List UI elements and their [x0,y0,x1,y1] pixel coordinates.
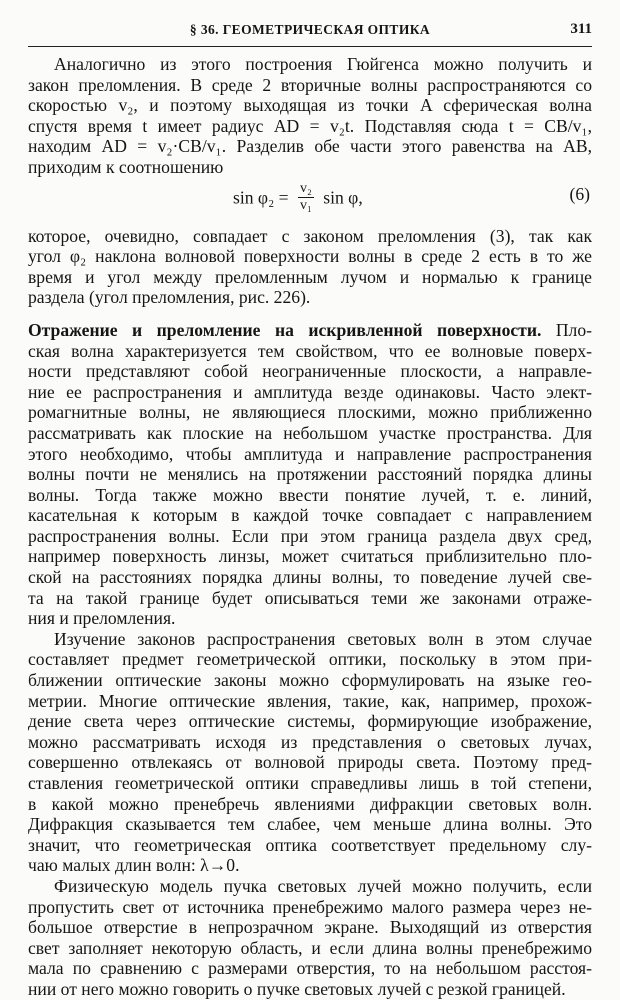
page-body [28,54,592,1000]
text-line: ской на расстояниях порядка длины волны, то поведение лучей све- [28,567,592,588]
text-line: совершенно отвлекаясь от волновой природы света. Поэтому пред- [28,752,592,773]
equation-number: (6) [569,183,590,204]
text-line: закон преломления. В среде 2 вторичные волны распространяются со [28,74,592,95]
formula-fraction [298,182,314,213]
text-line: метрии. Многие оптические явления, такие, как, например, прохож- [28,690,592,711]
running-header [28,20,592,47]
formula-lhs: sin φ₂ = [233,187,289,208]
text-line: волны почти не менялись на протяжении расстояний порядка длины [28,464,592,485]
fraction-numerator: v₂ [299,180,312,196]
text-line: свет заполняет некоторую область, и если длина волны пренебрежимо [28,937,592,958]
text-line: распространения волны. Если при этом граница раздела двух сред, [28,525,592,546]
text-line: этого необходимо, чтобы амплитуда и направление распространения [28,443,592,464]
formula-6 [28,178,592,226]
paragraph-2 [28,226,592,308]
text-line: нии от него можно говорить о пучке световых лучей с резкой границей. [28,978,566,999]
text-line: пропустить свет от источника пренебрежимо малого размера через не- [28,896,592,917]
text-line: ности представляют собой неограниченные плоскости, а направле- [28,361,592,382]
text-line: ния и преломления. [28,608,176,629]
text-line: в какой можно пренебречь явлениями дифракции световых волн. [28,793,592,814]
text-line: скоростью v₂, и поэтому выходящая из точки A сферическая волна [28,95,592,116]
text-line: ромагнитные волны, не являющиеся плоскими, можно приближенно [28,402,592,423]
paragraph-4 [28,629,592,876]
text-line [28,320,592,341]
text-line: мала по сравнению с размерами отверстия, то на небольшом расстоя- [28,958,592,979]
heading-line-rest: Пло- [541,319,592,340]
text-line: значит, что геометрическая оптика соответствует предельному слу- [28,834,592,855]
text-line: та на такой границе будет описываться теми же законами отраже- [28,587,592,608]
text-line: Изучение законов распространения световых волн в этом случае [54,628,592,649]
text-line: ближении оптические законы можно сформулировать на языке гео- [28,670,592,691]
text-line: касательная к которым в каждой точке совпадает с направлением [28,505,592,526]
text-line: находим AD = v₂·CB/v₁. Разделив обе части этого равенства на AB, [28,136,592,157]
paragraph-heading: Отражение и преломление на искривленной поверхности. [28,319,542,340]
fraction-denominator: v₁ [299,197,312,213]
text-line: чаю малых длин волн: λ→0. [28,855,240,876]
text-line: ская волна характеризуется тем свойством, что ее волновые поверх- [28,340,592,361]
text-line: приходим к соотношению [28,156,224,177]
text-line: можно рассматривать исходя из представления о световых лучах, [28,731,592,752]
text-line: угол φ₂ наклона волновой поверхности волны в среде 2 есть в то же [28,246,592,267]
paragraph-1 [28,54,592,178]
section-title: § 36. ГЕОМЕТРИЧЕСКАЯ ОПТИКА [189,22,431,37]
text-line: рассматривать как плоские на небольшом участке пространства. Для [28,422,592,443]
text-line: которое, очевидно, совпадает с законом преломления (3), так как [28,225,592,246]
paragraph-3 [28,320,592,629]
text-line: Физическую модель пучка световых лучей можно получить, если [54,875,592,896]
text-line: ние ее распространения и амплитуда везде одинаковы. Часто элект- [28,381,592,402]
text-line: Дифракция сказывается тем слабее, чем меньше длина волны. Это [28,814,592,835]
paragraph-5 [28,876,592,1000]
text-line: например поверхность линзы, может считаться приблизительно пло- [28,546,592,567]
text-line: волны. Тогда также можно ввести понятие лучей, т. е. линий, [28,484,592,505]
text-line: Аналогично из этого построения Гюйгенса можно получить и [54,54,592,74]
text-line: время и угол между преломленным лучом и нормалью к границе [28,266,592,287]
text-line: раздела (угол преломления, рис. 226). [28,287,311,308]
page-number: 311 [570,21,592,37]
text-line: ставления геометрической оптики справедливы лишь в той степени, [28,773,592,793]
text-line: составляет предмет геометрической оптики, поскольку в этом при- [28,649,592,670]
text-line: спустя время t имеет радиус AD = v₂t. Подставляя сюда t = CB/v₁, [28,115,592,136]
formula-rhs: sin φ, [323,187,363,208]
formula-expression [233,180,363,215]
text-line: дение света через оптические системы, формирующие изображение, [28,711,592,732]
text-line: большое отверстие в непрозрачном экране. Выходящий из отверстия [28,917,592,938]
